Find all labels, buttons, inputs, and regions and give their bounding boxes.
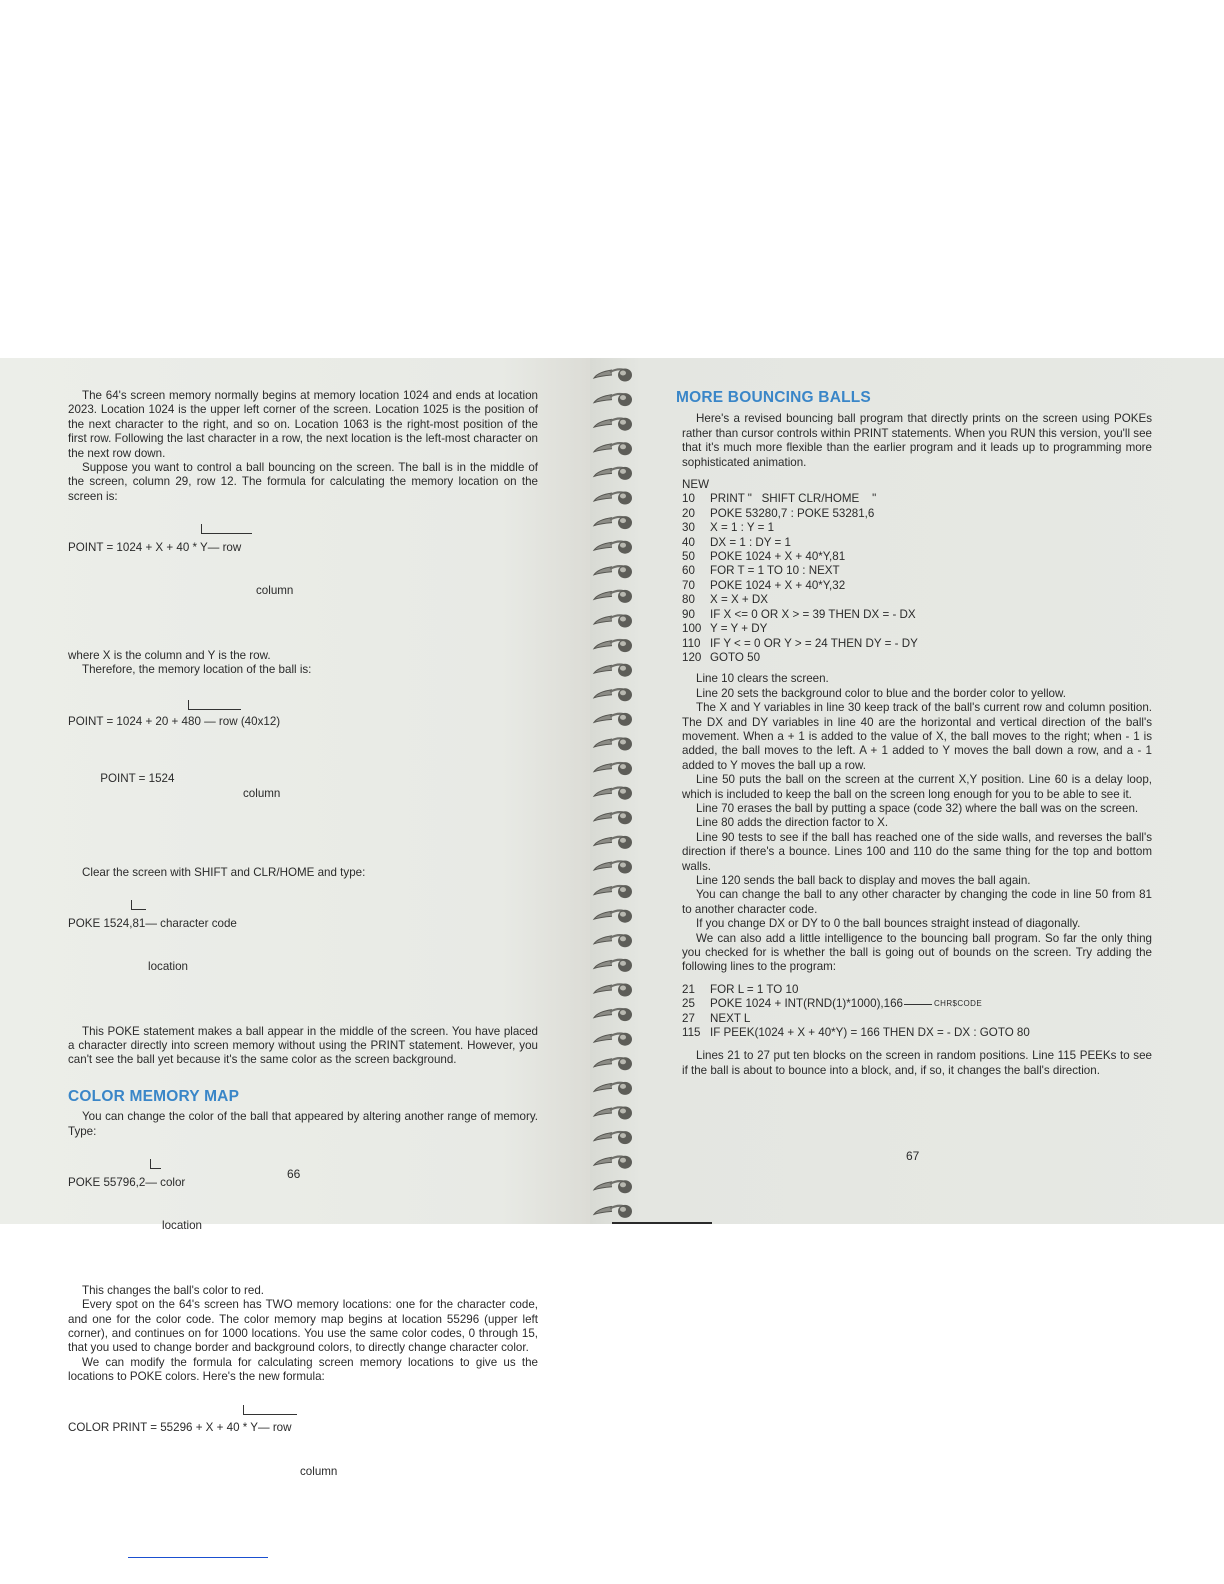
program-explanations [682, 672, 1152, 975]
formula-bracket [131, 900, 146, 910]
formula-bracket [150, 1159, 161, 1169]
section-heading: COLOR MEMORY MAP [68, 1087, 240, 1105]
formula-sub-label: column [300, 1464, 338, 1478]
line-code: Y = Y + DY [710, 622, 768, 636]
line-code: POKE 1024 + X + 40*Y,32 [710, 578, 846, 592]
left-page [0, 358, 590, 1478]
formula-sub-label: location [162, 1219, 202, 1233]
line-number: 40 [682, 535, 695, 549]
binding-ring [594, 639, 632, 652]
binding-ring [594, 959, 632, 972]
line-number: 80 [682, 593, 695, 607]
paragraph: Here's a revised bouncing ball program that directly prints on the screen using POKEs rather than cursor controls within PRINT statements. When you RUN this version, you'll see that it's much more flexible than the earlier program and it leads up to programming more sophisticated animation. [682, 412, 1152, 469]
explanation-paragraph: Line 70 erases the ball by putting a space (code 32) where the ball was on the screen. [696, 801, 1139, 815]
formula-line: POINT = 1524 [100, 772, 175, 786]
line-number: 20 [682, 506, 695, 520]
formula-line: POINT = 1024 + 20 + 480 — row (40x12) [68, 714, 281, 728]
code-line [682, 593, 1152, 607]
color-poke-formula [68, 1147, 538, 1277]
formula-bracket [201, 524, 252, 534]
code-line [682, 1026, 1152, 1040]
line-number: 10 [682, 492, 695, 506]
line-number: 21 [682, 982, 695, 996]
formula-line: COLOR PRINT = 55296 + X + 40 * Y— row [68, 1421, 292, 1435]
line-code: IF PEEK(1024 + X + 40*Y) = 166 THEN DX = - DX : GOTO 80 [710, 1026, 1030, 1040]
line-code: PRINT " SHIFT CLR/HOME " [710, 492, 877, 506]
line-number: 27 [682, 1011, 695, 1025]
binding-ring [594, 590, 632, 603]
formula-line: POKE 1524,81— character code [68, 916, 237, 930]
line-number: 110 [682, 636, 701, 650]
explanation-paragraph: Line 80 adds the direction factor to X. [696, 816, 889, 830]
code-line [682, 550, 1152, 564]
explanation-paragraph: Line 120 sends the ball back to display and moves the ball again. [696, 874, 1031, 887]
formula-sub-label: column [243, 786, 281, 800]
binding-ring [594, 984, 632, 997]
code-line [682, 997, 1152, 1011]
line-code: IF X <= 0 OR X > = 39 THEN DX = - DX [710, 607, 916, 621]
line-number: 90 [682, 607, 695, 621]
binding-ring [594, 934, 632, 947]
line-code: GOTO 50 [710, 650, 761, 664]
binding-ring [594, 787, 632, 800]
book-spread [0, 358, 1224, 1478]
binding-ring [594, 1033, 632, 1046]
page-number: 66 [287, 1167, 301, 1181]
binding-ring [594, 713, 632, 726]
code-line [682, 637, 1152, 651]
line-number: NEW [682, 478, 710, 492]
formula-sub-label: column [256, 584, 294, 598]
code-line [682, 507, 1152, 521]
chr-code-label: CHR$CODE [934, 999, 983, 1009]
binding-ring [594, 516, 632, 529]
explanation-paragraph: We can also add a little intelligence to the bouncing ball program. So far the only thing you checked for is whether the ball is going out of bounds on the screen. Try adding the following lines to the program: [682, 931, 1152, 974]
binding-ring [594, 1107, 632, 1120]
binding-ring [594, 615, 632, 628]
line-code: X = 1 : Y = 1 [710, 521, 775, 535]
code-line [682, 651, 1152, 665]
paragraph: Every spot on the 64's screen has TWO memory locations: one for the character code, and one for the color code. The color memory map begins at location 55296 (upper left corner), and continues on for 1000 locations. You use the same color codes, 0 through 15, that you used to change border and background colors, to directly change character color. [68, 1298, 538, 1355]
formula-bracket [243, 1405, 297, 1415]
explanation-paragraph: You can change the ball to any other character by changing the code in line 50 from 81 to another character code. [682, 888, 1152, 916]
line-number: 120 [682, 650, 702, 664]
binding-ring [594, 861, 632, 874]
paragraph: Clear the screen with SHIFT and CLR/HOME and type: [82, 865, 366, 879]
formula-sub-label: location [148, 960, 188, 974]
basic-program-additions [682, 983, 1152, 1041]
binding-ring [594, 910, 632, 923]
binding-ring [594, 738, 632, 751]
line-number: 70 [682, 578, 695, 592]
code-line [682, 492, 1152, 506]
code-line [682, 622, 1152, 636]
right-page-content [676, 389, 1152, 1078]
explanation-paragraph: If you change DX or DY to 0 the ball bounces straight instead of diagonally. [696, 917, 1081, 931]
code-line [682, 579, 1152, 593]
line-code: NEXT L [710, 1011, 751, 1025]
code-line [682, 1012, 1152, 1026]
explanation-paragraph: Line 50 puts the ball on the screen at the current X,Y position. Line 60 is a delay loop, which is included to keep the ball on the screen long enough for you to be able to see it. [682, 773, 1152, 801]
binding-ring [594, 541, 632, 554]
line-code: FOR L = 1 TO 10 [710, 982, 799, 996]
line-code: X = X + DX [710, 593, 768, 607]
formula-line: POKE 55796,2— color [68, 1175, 186, 1189]
binding-ring [594, 836, 632, 849]
formula-line: POINT = 1024 + X + 40 * Y— row [68, 541, 242, 555]
formula-bracket [188, 700, 241, 710]
binding-ring [594, 885, 632, 898]
page-number: 67 [906, 1149, 920, 1163]
binding-ring [594, 492, 632, 505]
binding-ring [594, 1180, 632, 1193]
binding-ring [594, 1057, 632, 1070]
line-code: DX = 1 : DY = 1 [710, 535, 791, 549]
binding-ring [594, 1131, 632, 1144]
page-edge-shadow [612, 1222, 712, 1224]
binding-ring [594, 1156, 632, 1169]
binding-ring [594, 565, 632, 578]
basic-program-listing [682, 478, 1152, 665]
binding-ring [594, 467, 632, 480]
section-heading: MORE BOUNCING BALLS [676, 389, 871, 406]
line-number: 30 [682, 521, 695, 535]
pointer-line [904, 997, 932, 1005]
color-print-formula [68, 1393, 538, 1523]
binding-ring [594, 1008, 632, 1021]
left-page-content [68, 389, 538, 1522]
point-formula [68, 512, 538, 642]
line-number: 60 [682, 564, 695, 578]
code-line [682, 536, 1152, 550]
spiral-binding [590, 358, 646, 1224]
binding-ring [594, 418, 632, 431]
explanation-paragraph: The X and Y variables in line 30 keep track of the ball's current row and column position. The DX and DY variables in line 40 are the horizontal and vertical direction of the ball's movement. When a + 1 is added to the value of X, the ball moves to the right; when - 1 is added, the ball moves to the left. A + 1 added to Y moves the ball down a row, and a - 1 added to Y moves the ball up a row. [682, 701, 1152, 772]
paragraph: Therefore, the memory location of the ball is: [82, 663, 312, 677]
binding-ring [594, 1205, 632, 1218]
paragraph: This POKE statement makes a ball appear in the middle of the screen. You have placed a character directly into screen memory without using the PRINT statement. However, you can't see the ball yet because it's the same color as the screen background. [68, 1024, 538, 1067]
explanation-paragraph: Line 10 clears the screen. [696, 672, 829, 686]
binding-ring [594, 1082, 632, 1095]
line-code: IF Y < = 0 OR Y > = 24 THEN DY = - DY [710, 636, 918, 650]
line-number: 50 [682, 550, 695, 564]
line-code: POKE 53280,7 : POKE 53281,6 [710, 506, 875, 520]
binding-ring [594, 442, 632, 455]
code-line [682, 608, 1152, 622]
paragraph: Suppose you want to control a ball bouncing on the screen. The ball is in the middle of the screen, column 29, row 12. The formula for calculating the memory location on the screen is: [68, 461, 538, 503]
binding-ring [594, 664, 632, 677]
binding-ring [594, 393, 632, 406]
binding-ring [594, 811, 632, 824]
point-value-formula [68, 686, 538, 859]
binding-ring [594, 688, 632, 701]
code-line [682, 478, 1152, 492]
paragraph: where X is the column and Y is the row. [68, 648, 271, 662]
line-code: POKE 1024 + X + 40*Y,81 [710, 550, 846, 564]
paragraph: Lines 21 to 27 put ten blocks on the screen in random positions. Line 115 PEEKs to see if the ball is about to bounce into a block, and, if so, it changes the ball's direction. [682, 1049, 1152, 1077]
formula-line-2 [68, 758, 538, 816]
explanation-paragraph: Line 90 tests to see if the ball has reached one of the side walls, and reverses the ball's direction if there's a bounce. Lines 100 and 110 do the same thing for the top and bottom walls. [682, 830, 1152, 873]
explanation-paragraph: Line 20 sets the background color to blue and the border color to yellow. [696, 686, 1066, 700]
code-line [682, 521, 1152, 535]
paragraph: We can modify the formula for calculating screen memory locations to give us the locations to POKE colors. Here's the new formula: [68, 1355, 538, 1384]
poke-formula [68, 888, 538, 1018]
line-number: 100 [682, 622, 702, 636]
paragraph: This changes the ball's color to red. [82, 1283, 265, 1297]
paragraph: The 64's screen memory normally begins at memory location 1024 and ends at location 2023. Location 1024 is the upper left corner of the screen. Location 1025 is the position of the next character to the right, and so on. Location 1063 is the right-most position of the first row. Following the last character in a row, the next location is the left-most character on the next row down. [68, 389, 538, 460]
line-number: 25 [682, 997, 695, 1011]
binding-ring [594, 369, 632, 382]
line-number: 115 [682, 1026, 701, 1040]
line-code: FOR T = 1 TO 10 : NEXT [710, 564, 840, 578]
line-code: POKE 1024 + INT(RND(1)*1000),166 [710, 997, 903, 1011]
code-line [682, 983, 1152, 997]
underline-mark [128, 1557, 268, 1558]
code-line [682, 564, 1152, 578]
paragraph: You can change the color of the ball that appeared by altering another range of memory. Type: [68, 1110, 538, 1138]
binding-ring [594, 762, 632, 775]
